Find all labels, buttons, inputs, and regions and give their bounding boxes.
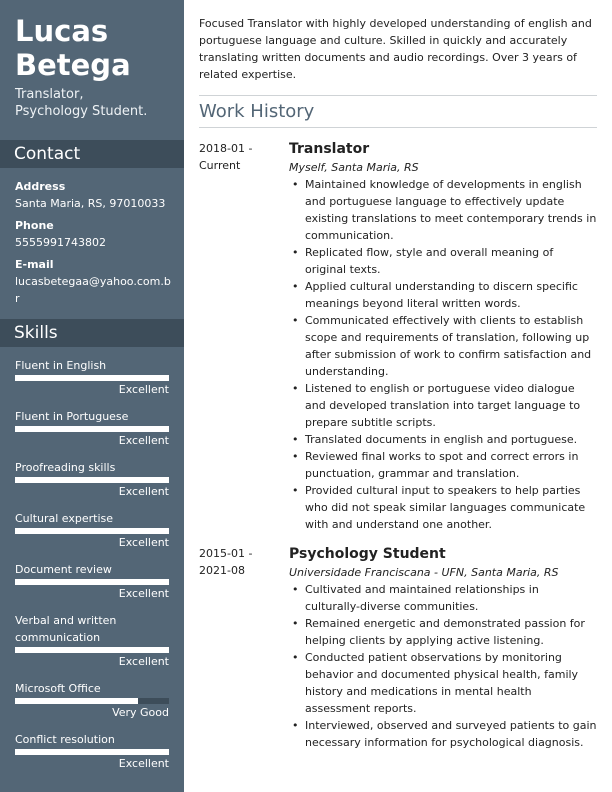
job-title: Translator (289, 141, 370, 157)
work-history-heading: Work History (199, 101, 315, 122)
job-date-start: 2018-01 - (199, 142, 253, 155)
contact-heading: Contact (0, 140, 184, 168)
job-bullet: • Listened to english or portuguese video dialogue and developed translation into target language to prepare subtitle scripts. (289, 380, 597, 431)
skill-bar (15, 528, 169, 534)
address-label: Address (15, 180, 66, 193)
professional-summary: Focused Translator with highly developed understanding of english and portuguese language and culture. Skilled in quickly and accurately translating written documents and audio recordings. Over 3 years of related expertise. (199, 17, 592, 81)
skill-name: Document review (15, 563, 112, 576)
skill-bar-fill (15, 647, 169, 653)
address-value: Santa Maria, RS, 97010033 (15, 197, 166, 210)
job-date-end: 2021-08 (199, 564, 245, 577)
skill-bar (15, 579, 169, 585)
skill-bar (15, 375, 169, 381)
job-company: Myself, Santa Maria, RS (289, 161, 419, 174)
skills-heading: Skills (0, 319, 184, 347)
skill-name: Fluent in English (15, 359, 107, 372)
skill-name: Fluent in Portuguese (15, 410, 129, 423)
job-body (289, 140, 597, 533)
last-name: Betega (15, 48, 131, 82)
divider (199, 127, 597, 128)
skill-bar-fill (15, 579, 169, 585)
skill-level: Excellent (118, 434, 169, 447)
skill-level: Excellent (118, 587, 169, 600)
job-bullet: • Communicated effectively with clients to establish scope and requirements of translation, following up after submission of work to confirm satisfaction and understanding. (289, 312, 597, 380)
skill-name: Verbal and written communication (15, 614, 117, 644)
skill-bar-fill (15, 528, 169, 534)
skill-bar (15, 647, 169, 653)
first-name: Lucas (15, 14, 109, 48)
job-bullet: • Applied cultural understanding to discern specific meanings beyond literal written words. (289, 278, 597, 312)
subtitle-line-2: Psychology Student. (15, 104, 148, 119)
skill-item (15, 680, 169, 721)
skill-bar (15, 749, 169, 755)
skill-level: Excellent (118, 485, 169, 498)
skill-bar (15, 698, 169, 704)
skill-bar (15, 477, 169, 483)
job-bullet: • Interviewed, observed and surveyed patients to gain necessary information for psychological diagnosis. (289, 717, 597, 751)
email-value[interactable]: lucasbetegaa@yahoo.com.br (15, 275, 171, 305)
candidate-subtitle (15, 86, 147, 120)
job-dates (199, 140, 279, 174)
job-date-end: Current (199, 159, 241, 172)
skill-bar-fill (15, 698, 138, 704)
skill-name: Proofreading skills (15, 461, 116, 474)
skill-level: Excellent (118, 536, 169, 549)
skill-bar (15, 426, 169, 432)
job-bullets (289, 581, 597, 751)
skill-bar-fill (15, 749, 169, 755)
phone-label: Phone (15, 219, 54, 232)
job-bullet: • Cultivated and maintained relationships in culturally-diverse communities. (289, 581, 597, 615)
skill-level: Excellent (118, 757, 169, 770)
job-date-start: 2015-01 - (199, 547, 253, 560)
divider (199, 95, 597, 96)
job-title: Psychology Student (289, 546, 446, 562)
skill-item (15, 731, 169, 772)
job-bullets (289, 176, 597, 533)
skill-name: Microsoft Office (15, 682, 101, 695)
job-bullet: • Remained energetic and demonstrated passion for helping clients by applying active listening. (289, 615, 597, 649)
candidate-name (15, 14, 131, 82)
job-dates (199, 545, 279, 579)
skill-bar-fill (15, 426, 169, 432)
subtitle-line-1: Translator, (15, 87, 84, 102)
skill-item (15, 612, 169, 670)
phone-value: 5555991743802 (15, 236, 106, 249)
skill-item (15, 510, 169, 551)
skill-name: Cultural expertise (15, 512, 114, 525)
job-bullet: • Provided cultural input to speakers to help parties who did not speak similar languages communicate with and understand one another. (289, 482, 597, 533)
job-bullet: • Conducted patient observations by monitoring behavior and documented physical health, family history and medications in mental health assessment reports. (289, 649, 597, 717)
sidebar (0, 0, 184, 792)
job-bullet: • Maintained knowledge of developments in english and portuguese language to effectively update existing translations to meet contemporary trends in communication. (289, 176, 597, 244)
job-bullet: • Replicated flow, style and overall meaning of original texts. (289, 244, 597, 278)
job-body (289, 545, 597, 751)
skill-item (15, 408, 169, 449)
skill-item (15, 561, 169, 602)
skill-item (15, 459, 169, 500)
skill-name: Conflict resolution (15, 733, 115, 746)
email-label: E-mail (15, 258, 54, 271)
skill-bar-fill (15, 477, 169, 483)
skill-level: Very Good (112, 706, 169, 719)
job-bullet: • Reviewed final works to spot and correct errors in punctuation, grammar and translation. (289, 448, 597, 482)
job-company: Universidade Franciscana - UFN, Santa Maria, RS (289, 566, 559, 579)
skill-level: Excellent (118, 383, 169, 396)
job-bullet: • Translated documents in english and portuguese. (289, 431, 597, 448)
skill-item (15, 357, 169, 398)
skill-bar-fill (15, 375, 169, 381)
skill-level: Excellent (118, 655, 169, 668)
